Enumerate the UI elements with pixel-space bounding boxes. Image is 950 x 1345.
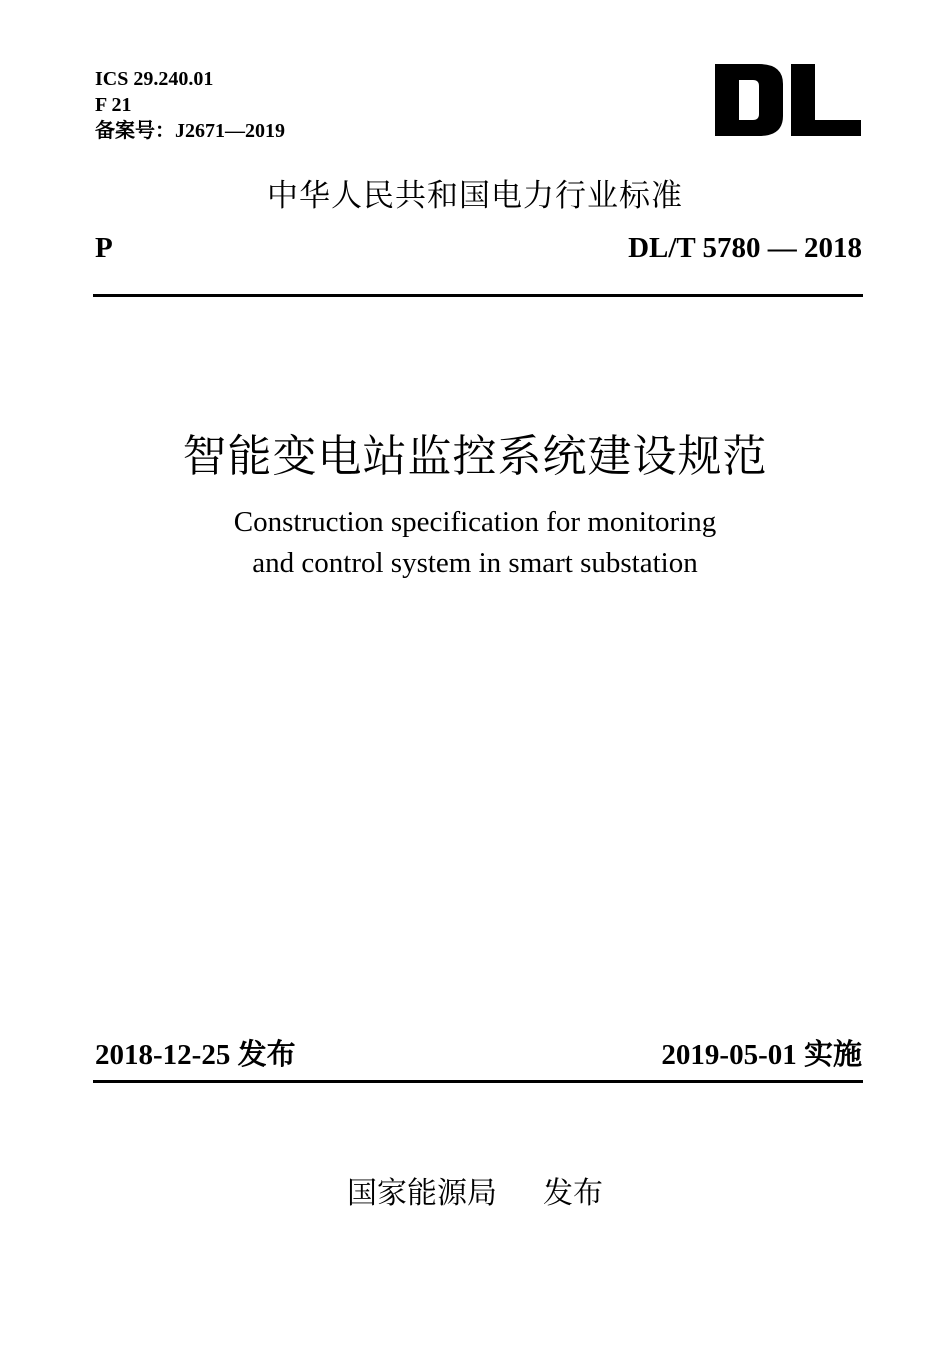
effective-label: 实施	[803, 1037, 862, 1071]
footer-divider	[93, 1080, 863, 1083]
title-english-line-1: Construction specification for monitoring	[233, 506, 717, 538]
title-english-line-2: and control system in smart substation	[252, 547, 698, 579]
publisher-line	[0, 1168, 950, 1212]
effective-date: 2019-05-01	[661, 1039, 797, 1071]
organization-title: 中华人民共和国电力行业标准	[267, 178, 683, 214]
filing-number: 备案号：J2671—2019	[95, 120, 285, 142]
publisher-name: 国家能源局	[347, 1176, 497, 1211]
standard-number: DL/T 5780 — 2018	[628, 232, 862, 264]
ics-code: ICS 29.240.01	[95, 68, 214, 90]
dl-logo	[713, 60, 863, 140]
metadata-block	[95, 66, 285, 144]
issue-date: 2018-12-25	[95, 1039, 231, 1071]
publisher-action: 发布	[543, 1176, 603, 1211]
title-chinese: 智能变电站监控系统建设规范	[182, 431, 768, 482]
header-divider	[93, 294, 863, 297]
issue-date-block	[95, 1032, 296, 1073]
issue-label: 发布	[237, 1037, 296, 1071]
logo-letter-l	[791, 64, 861, 136]
effective-date-block	[661, 1032, 862, 1073]
logo-letter-d	[715, 64, 783, 136]
ccs-code: F 21	[95, 94, 132, 116]
title-english	[0, 502, 950, 584]
classification-code: P	[95, 232, 113, 264]
